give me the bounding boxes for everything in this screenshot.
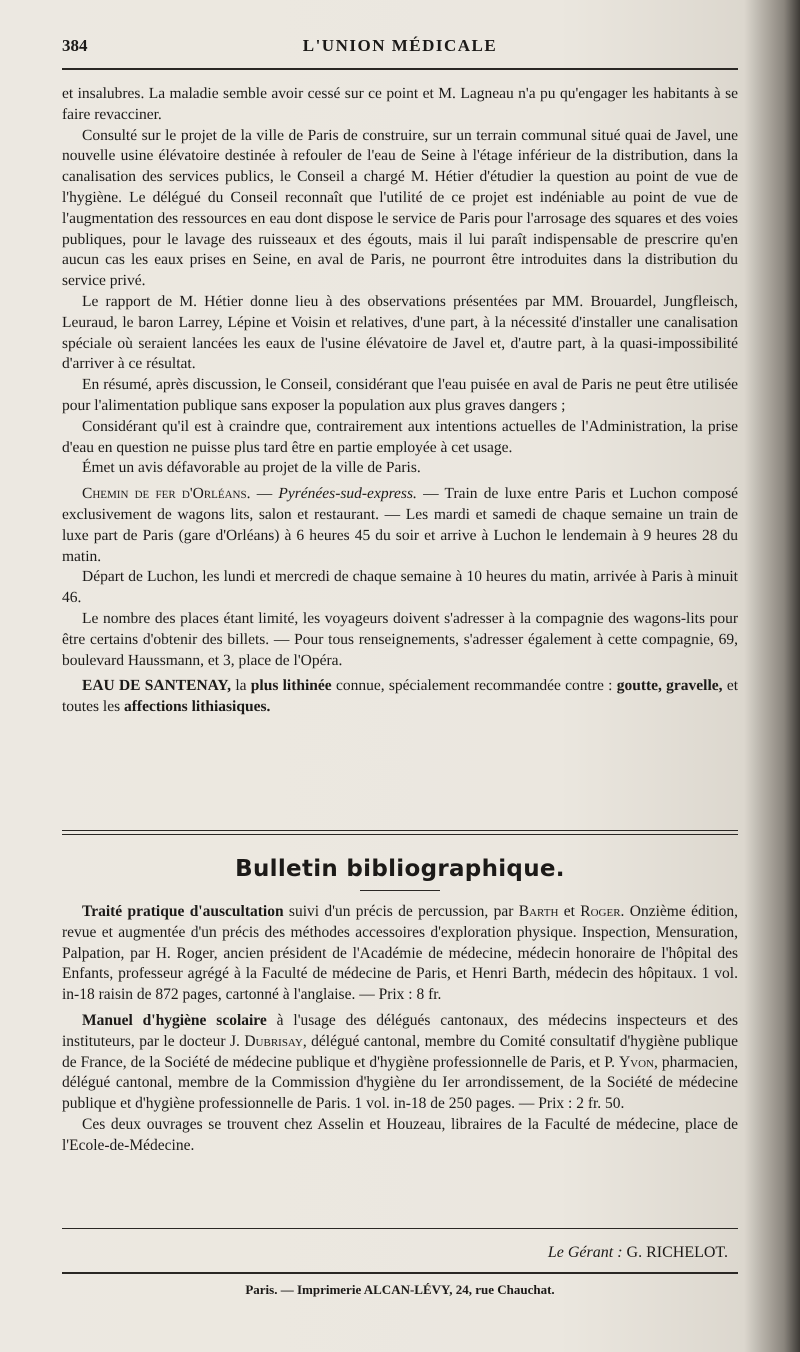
paragraph: Le nombre des places étant limité, les voyageurs doivent s'adresser à la compagnie des wagons-lits pour être certains d'obtenir des billets. — Pour tous renseignements, s'adresser également à cette compagnie, 69, boulevard Haussmann, et 3, place de l'Opéra. [62,609,738,669]
gerant-label: Le Gérant : [547,1244,623,1261]
ad-highlight: affections lithiasiques. [124,698,271,716]
bibliography-entry [62,1011,738,1115]
article-body [62,84,738,718]
ad-text: connue, spécialement recommandée contre : [331,677,617,695]
paragraph: Considérant qu'il est à craindre que, contrairement aux intentions actuelles de l'Administration, la prise d'eau en question ne puisse plus tard être en partie employée à cet usage. [62,417,738,456]
ad-product: EAU DE SANTENAY, [82,677,232,695]
author-name: Yvon, [618,1053,658,1071]
ad-highlight: plus lithinée [250,677,332,695]
entry-text: suivi d'un précis de percussion, par [283,903,519,920]
advertisement [62,676,738,718]
author-name: Dubrisay, [244,1032,307,1050]
page-number: 384 [62,36,88,55]
gerant-signature [548,1244,728,1262]
printer-line: Paris. — Imprimerie ALCAN-LÉVY, 24, rue Chauchat. [245,1282,555,1297]
paragraph-orleans: Chemin de fer d'Orléans. — Pyrénées-sud-express. — Train de luxe entre Paris et Luchon composé exclusivement de wagons lits, salon et restaurant. — Les mardi et samedi de chaque semaine un train de luxe part de Paris (gare d'Orléans) à 6 heures 45 du soir et arrive à Luchon le lendemain à 9 heures 28 du matin. [62,485,738,565]
ad-highlight: goutte, gravelle, [616,677,723,695]
footer-rule-top [62,1228,738,1229]
paragraph: Émet un avis défavorable au projet de la ville de Paris. [82,459,421,477]
paragraph-text: — Train de luxe entre Paris et Luchon composé exclusivement de wagons lits, salon et restaurant. — Les mardi et samedi de chaque semaine un train de luxe part de Paris (gare d'Orléans) à 6 heures 45 du soir et arrive à Luchon le lendemain à 9 heures 28 du matin. [62,485,738,565]
bibliography-entry [62,902,738,1006]
bulletin-title: Bulletin bibliographique. [235,856,565,882]
book-title: Manuel d'hygiène scolaire [82,1011,267,1029]
section-rule-bottom [62,834,738,835]
paragraph: Le rapport de M. Hétier donne lieu à des observations présentées par MM. Brouardel, Jungfleisch, Leuraud, le baron Larrey, Lépine et Voisin et relatives, d'une part, à la nécessité d'installer une canalisation spéciale où seraient lancées les eaux de l'usine élévatoire de Javel et, d'autre part, à la quasi-impossibilité d'arriver à ce résultat. [62,292,738,373]
paragraph: En résumé, après discussion, le Conseil, considérant que l'eau puisée en aval de Paris ne peut être utilisée pour l'alimentation publique sans exposer la population aux plus graves dangers ; [62,376,738,414]
train-name: Pyrénées-sud-express. [278,485,417,503]
bibliography-note: Ces deux ouvrages se trouvent chez Asselin et Houzeau, libraires de la Faculté de médecine, place de l'Ecole-de-Médecine. [62,1115,738,1154]
ad-text: et toutes les [62,677,739,716]
header-rule [62,68,738,70]
section-rule-top [62,830,738,831]
entry-text: et [558,903,581,920]
ad-text: la [231,677,251,695]
footer-rule-bottom [62,1272,738,1274]
entry-text: pharmacien, délégué cantonal, membre de la Commission d'hygiène du Ier arrondissement, de la Société de médecine publique et d'hygiène professionnelle de Paris. 1 vol. in-18 de 250 pages. — Prix : 2 fr. 50. [62,1053,739,1113]
entry-text: à l'usage des délégués cantonaux, des médecins inspecteurs et des instituteurs, par le docteur J. [62,1011,739,1050]
paragraph: Consulté sur le projet de la ville de Paris de construire, sur un terrain communal situé quai de Javel, une nouvelle usine élévatoire destinée à refouler de l'eau de Seine à l'étage inférieur de la distribution, dans la canalisation des services publics, le Conseil a chargé M. Hétier d'étudier la question au point de vue de l'hygiène. Le délégué du Conseil reconnaît que l'utilité de ce projet est indéniable au point de vue de l'augmentation des ressources en eau dont dispose le service de Paris pour l'arrosage des squares et des voies publiques, pour le lavage des ruisseaux et des égouts, mais il lui paraît indispensable de prescrire qu'en aucun cas les eaux prises en Seine, en aval de Paris, ne pourront être introduites dans la distribution du service privé. [62,126,738,290]
paragraph: et insalubres. La maladie semble avoir cessé sur ce point et M. Lagneau n'a pu qu'engager les habitants à se faire revacciner. [62,85,738,123]
page-header [62,30,738,60]
gerant-name: G. RICHELOT. [622,1244,728,1261]
author-name: Barth [518,903,559,920]
bibliography [62,902,738,1157]
bulletin-title-underline [360,890,440,891]
journal-title: L'UNION MÉDICALE [302,36,498,55]
book-title: Traité pratique d'auscultation [82,903,284,920]
entry-text: Onzième édition, revue et augmentée d'un précis des méthodes accessoires d'exploration physique. Inspection, Mensuration, Palpation, par H. Roger, ancien président de l'Académie de médecine, médecin honoraire de l'hôpital des Enfants, professeur agrégé à la Faculté de médecine de Paris, et Henri Barth, médecin des hôpitaux. 1 vol. in-18 raisin de 872 pages, cartonné à l'anglaise. — Prix : 8 fr. [62,903,738,1004]
paragraph: Départ de Luchon, les lundi et mercredi de chaque semaine à 10 heures du matin, arrivée à Paris à minuit 46. [62,568,738,607]
section-label: Chemin de fer d'Orléans. [82,485,251,503]
entry-text: délégué cantonal, membre du Comité consultatif d'hygiène publique de France, de la Société de médecine publique et d'hygiène professionnelle de Paris, et P. [62,1032,739,1071]
author-name: Roger. [580,903,625,920]
